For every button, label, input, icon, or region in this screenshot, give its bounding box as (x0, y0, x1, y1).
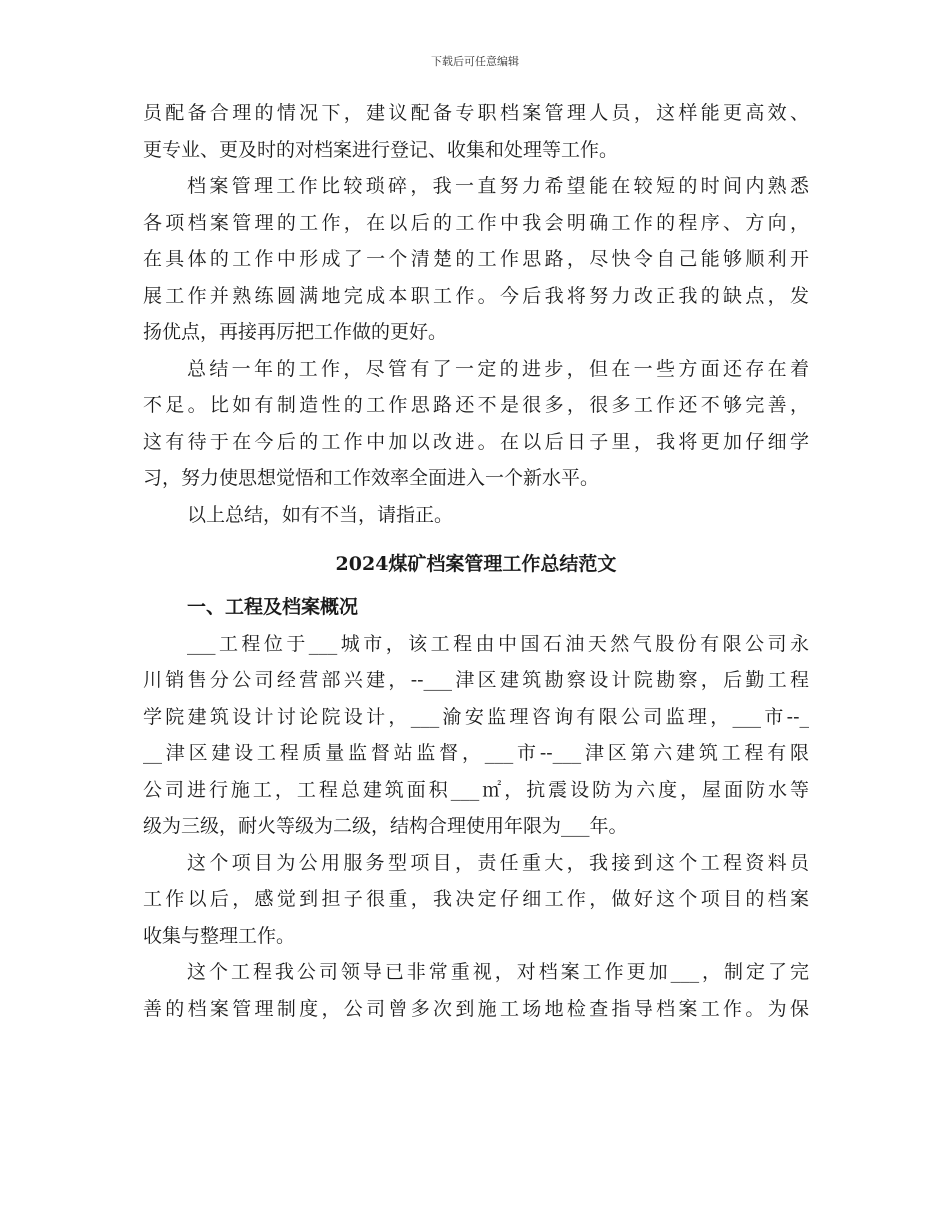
text-line: 这有待于在今后的工作中加以改进。在以后日子里，我将更加仔细学 (143, 430, 809, 453)
text-line: 员配备合理的情况下，建议配备专职档案管理人员，这样能更高效、 (143, 102, 809, 124)
text-line: 学院建筑设计讨论院设计，___渝安监理咨询有限公司监理，___市--_ (143, 705, 809, 728)
document-title: 2024煤矿档案管理工作总结范文 (335, 553, 617, 575)
paragraph (143, 497, 809, 534)
text-line: 习，努力使思想觉悟和工作效率全面进入一个新水平。 (143, 467, 600, 489)
text-line: 展工作并熟练圆满地完成本职工作。今后我将努力改正我的缺点，发 (143, 284, 809, 307)
text-line: 级为三级，耐火等级为二级，结构合理使用年限为___年。 (143, 815, 628, 837)
text-line: 工作以后，感觉到担子很重，我决定仔细工作，做好这个项目的档案 (143, 888, 809, 910)
text-line: 在具体的工作中形成了一个清楚的工作思路，尽快令自己能够顺利开 (143, 248, 809, 270)
document-body (143, 95, 809, 1027)
paragraph (143, 954, 809, 1027)
section-heading: 一、工程及档案概况 (187, 596, 359, 618)
paragraph (143, 351, 809, 497)
paragraph (143, 626, 809, 845)
paragraph (143, 95, 809, 168)
text-line: 不足。比如有制造性的工作思路还不是很多，很多工作还不够完善， (143, 394, 809, 416)
text-line: 公司进行施工，工程总建筑面积___㎡，抗震设防为六度，屋面防水等 (143, 778, 809, 801)
text-line: 这个工程我公司领导已非常重视，对档案工作更加___，制定了完 (187, 961, 809, 983)
text-line: 以上总结，如有不当，请指正。 (187, 503, 454, 526)
text-line: 扬优点，再接再厉把工作做的更好。 (143, 321, 448, 343)
text-line: 各项档案管理的工作，在以后的工作中我会明确工作的程序、方向， (143, 211, 809, 234)
page-header: 下载后可任意编辑 (431, 55, 519, 68)
paragraph (143, 168, 809, 351)
text-line: 总结一年的工作，尽管有了一定的进步，但在一些方面还存在着 (187, 357, 809, 380)
text-line: 收集与整理工作。 (143, 924, 296, 947)
text-line: __津区建设工程质量监督站监督，___市--___津区第六建筑工程有限 (143, 742, 809, 764)
text-line: 更专业、更及时的对档案进行登记、收集和处理等工作。 (143, 138, 619, 161)
text-line: 这个项目为公用服务型项目，责任重大，我接到这个工程资料员 (187, 851, 809, 874)
text-line: 档案管理工作比较琐碎，我一直努力希望能在较短的时间内熟悉 (187, 175, 809, 197)
paragraph (143, 845, 809, 955)
text-line: ___工程位于___城市，该工程由中国石油天然气股份有限公司永 (187, 632, 809, 655)
text-line: 善的档案管理制度，公司曾多次到施工场地检查指导档案工作。为保 (143, 997, 809, 1020)
text-line: 川销售分公司经营部兴建，--___津区建筑勘察设计院勘察，后勤工程 (143, 669, 809, 691)
